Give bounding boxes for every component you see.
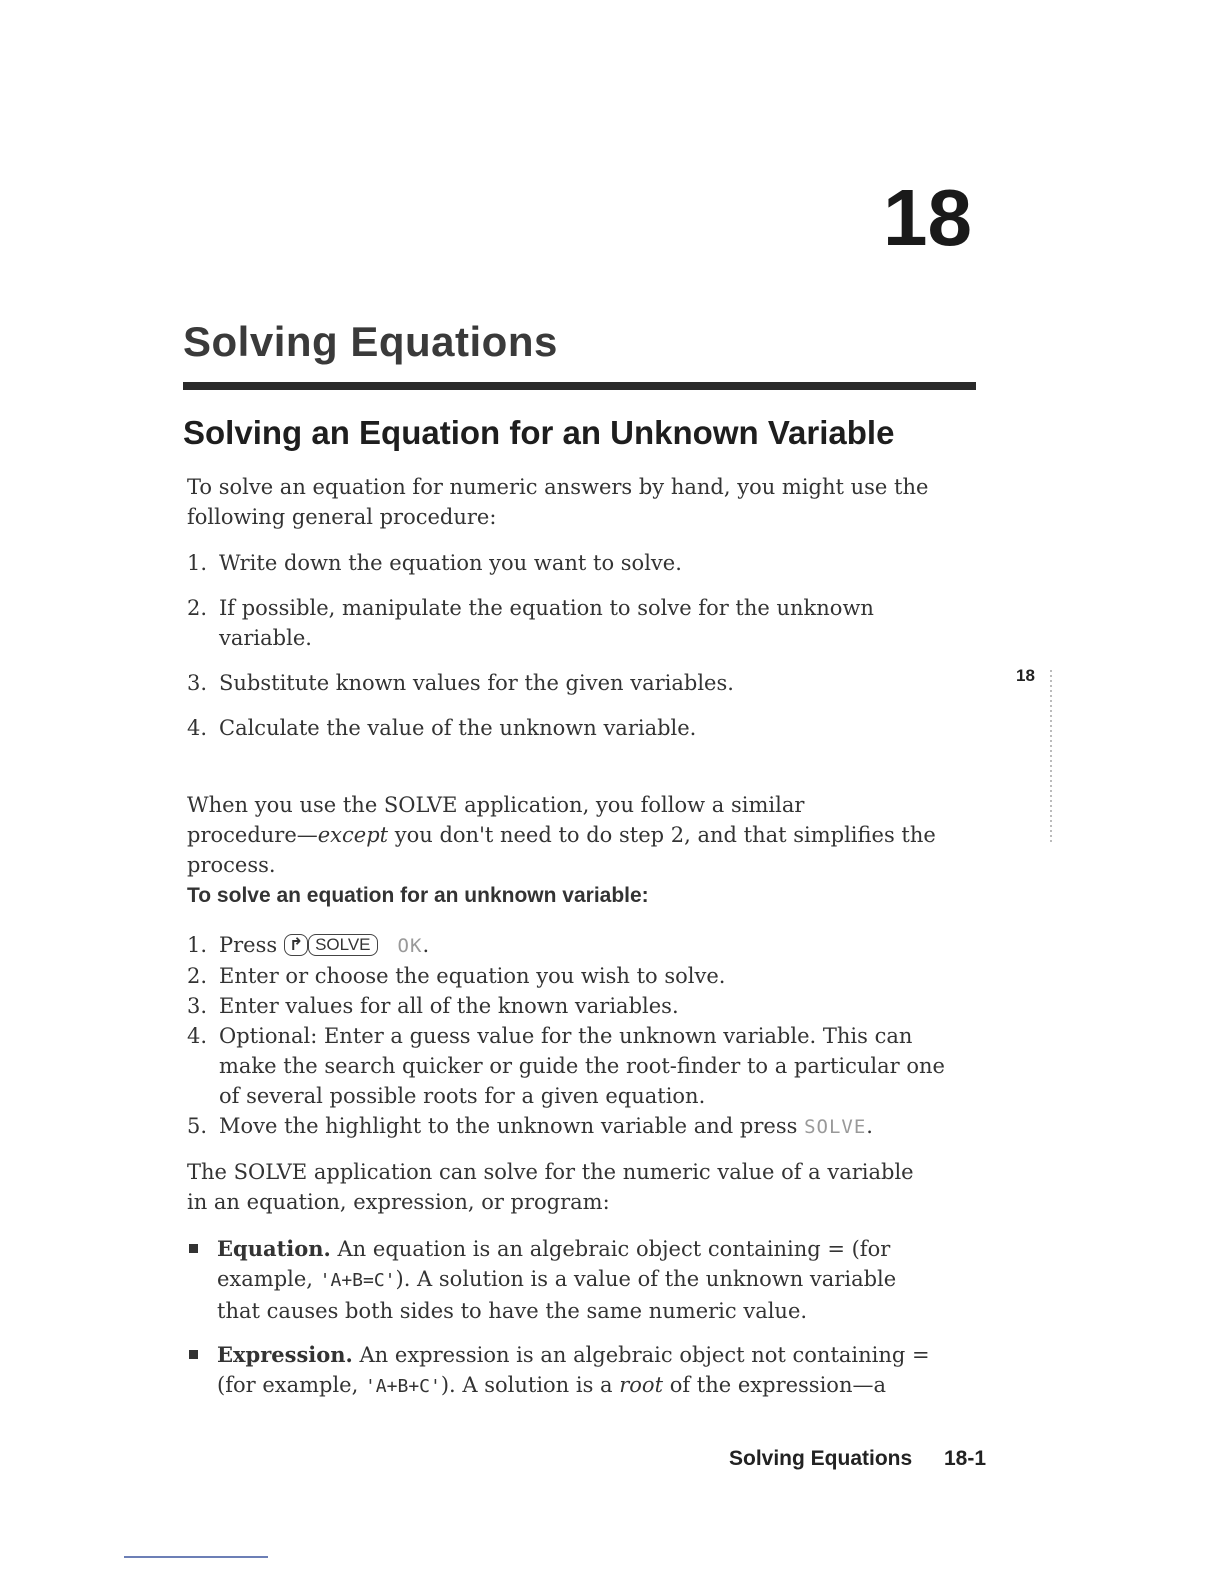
step-text: If possible, manipulate the equation to solve for the unknown [219,596,874,620]
solve-key: SOLVE [308,934,377,956]
step-text: Enter or choose the equation you wish to solve. [219,964,726,988]
bullet-text: ). A solution is a value of the unknown variable [395,1267,897,1291]
app-line-1: The SOLVE application can solve for the numeric value of a variable [187,1160,914,1184]
procedure-step [187,930,987,961]
bullet-square-icon [189,1350,198,1359]
bullet-square-icon [189,1244,198,1253]
manual-step [187,668,987,698]
chapter-title: Solving Equations [183,318,558,365]
manual-step [187,593,987,653]
list-item-expression [187,1340,987,1402]
step-text: Write down the equation you want to solve. [219,551,682,575]
step-text: Optional: Enter a guess value for the unknown variable. This can [219,1024,913,1048]
step-number: 5. [187,1114,208,1138]
step-number: 1. [187,551,208,575]
solve-paragraph [187,790,987,880]
solve-line-2-end: you don't need to do step 2, and that simplifies the [388,823,936,847]
thumb-tab-edge [1050,670,1052,842]
step-end: . [422,933,430,957]
footer-page-number: 18-1 [944,1447,987,1470]
step-number: 3. [187,994,208,1018]
bullet-text: An expression is an algebraic object not containing = [352,1343,930,1367]
bullet-text: example, [217,1267,320,1291]
app-line-2: in an equation, expression, or program: [187,1190,610,1214]
code-expression: 'A+B+C' [364,1376,441,1397]
intro-line-2: following general procedure: [187,505,497,529]
procedure-title: To solve an equation for an unknown variable: [187,884,649,907]
step-text: Calculate the value of the unknown variable. [219,716,697,740]
intro-line-1: To solve an equation for numeric answers by hand, you might use the [187,475,929,499]
solve-softkey: SOLVE [804,1116,867,1138]
term-expression: Expression. [217,1342,353,1367]
emphasis-root: root [619,1373,664,1397]
manual-step [187,713,987,743]
solve-line-3: process. [187,853,276,877]
bullet-text: that causes both sides to have the same numeric value. [217,1299,808,1323]
procedure-step [187,1021,987,1111]
bullet-text: An equation is an algebraic object containing = (for [330,1237,891,1261]
bullet-text: ). A solution is a [440,1373,620,1397]
step-number: 2. [187,964,208,988]
step-number: 4. [187,716,208,740]
list-item-equation [187,1234,987,1326]
solve-line-2 [187,820,987,850]
solve-line-1: When you use the SOLVE application, you follow a similar [187,793,805,817]
emphasis-except: except [317,823,389,847]
object-type-list [187,1234,987,1416]
application-paragraph [187,1157,987,1217]
step-text-continued: variable. [219,626,312,650]
solve-line-2-start: procedure— [187,823,318,847]
right-shift-key-icon: ↱ [284,934,308,956]
title-rule [183,382,976,390]
bullet-text: of the expression—a [663,1373,886,1397]
step-number: 2. [187,596,208,620]
procedure-step [187,991,987,1021]
step-text-continued: make the search quicker or guide the root-finder to a particular one [219,1054,945,1078]
step-end: . [866,1114,873,1138]
term-equation: Equation. [217,1236,331,1261]
step-text: Move the highlight to the unknown variable and press [219,1114,805,1138]
code-equation: 'A+B=C' [319,1270,396,1291]
manual-steps-list [187,548,987,743]
step-text: Enter values for all of the known variables. [219,994,679,1018]
step-text-continued: of several possible roots for a given equation. [219,1084,706,1108]
procedure-steps-list [187,930,987,1142]
footer-divider [124,1556,268,1558]
step-text: Substitute known values for the given variables. [219,671,734,695]
intro-paragraph [187,472,987,532]
thumb-tab-number: 18 [1016,666,1035,685]
bullet-text: (for example, [217,1373,365,1397]
procedure-step [187,1111,987,1142]
manual-step [187,548,987,578]
section-title: Solving an Equation for an Unknown Variable [183,414,895,451]
step-number: 4. [187,1024,208,1048]
step-number: 3. [187,671,208,695]
step-number: 1. [187,933,208,957]
chapter-number: 18 [883,173,972,262]
procedure-step [187,961,987,991]
ok-softkey: OK [397,935,423,957]
step-text: Press [219,933,284,957]
footer-chapter-title: Solving Equations [729,1447,913,1470]
